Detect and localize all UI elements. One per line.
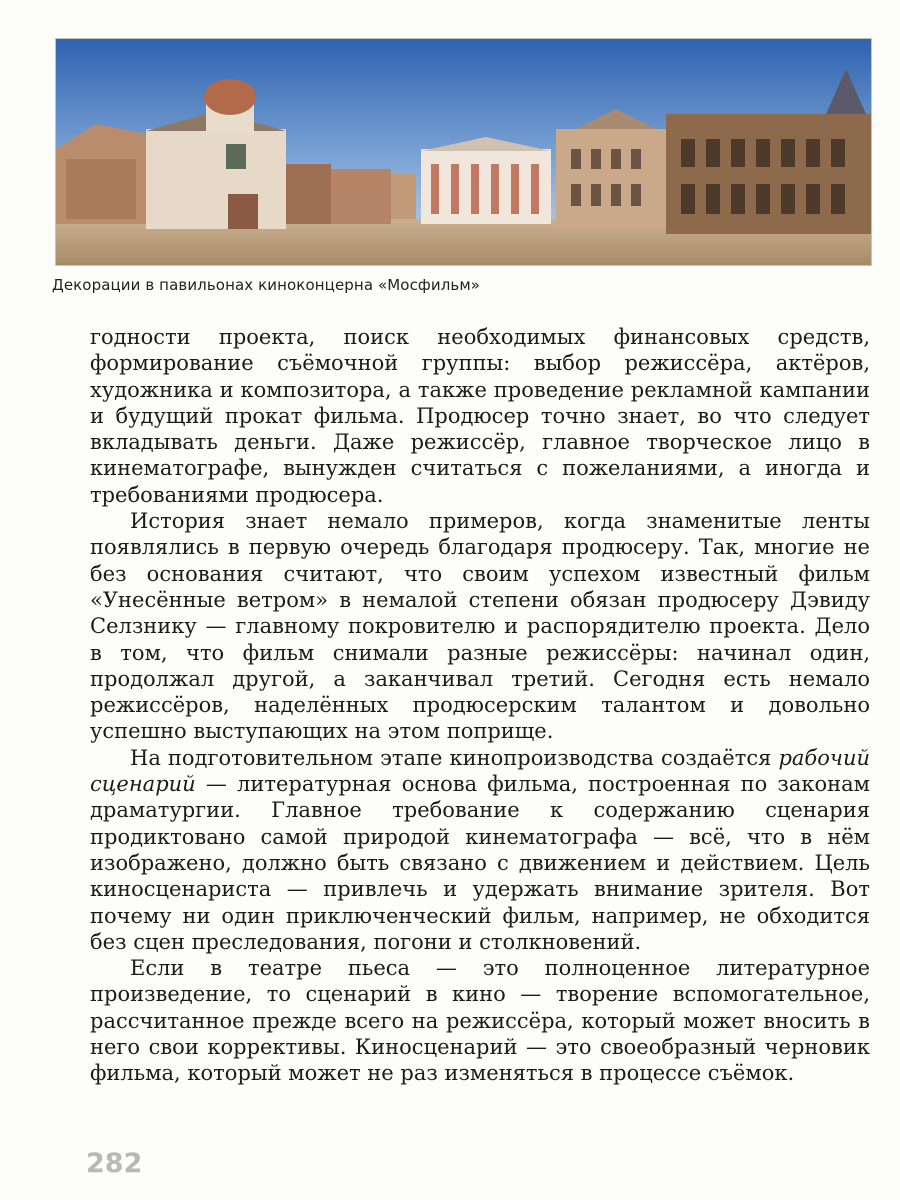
text-segment: На подготовительном этапе кинопроизводства создаётся bbox=[130, 745, 779, 770]
figure-caption: Декорации в павильонах киноконцерна «Мосфильм» bbox=[52, 276, 481, 294]
paragraph bbox=[90, 324, 870, 508]
film-set-photo bbox=[55, 38, 872, 266]
main-text bbox=[90, 324, 870, 1087]
italic-term: рабочий сценарий bbox=[90, 745, 870, 797]
paragraph bbox=[90, 955, 870, 1086]
page-number: 282 bbox=[86, 1148, 143, 1179]
paragraph bbox=[90, 508, 870, 745]
text-segment: История знает немало примеров, когда знаменитые ленты появлялись в первую очередь благодаря продюсеру. Так, многие не без основания считают, что своим успехом известный фильм «Унесённые ветром» в немалой степени обязан продюсеру Дэвиду Селзнику — главному покровителю и распорядителю проекта. Дело в том, что фильм снимали разные режиссёры: начинал один, продолжал другой, а заканчивал третий. Сегодня есть немало режиссёров, наделённых продюсерским талантом и довольно успешно выступающих на этом поприще. bbox=[90, 509, 870, 744]
paragraph bbox=[90, 745, 870, 955]
text-segment: годности проекта, поиск необходимых финансовых средств, формирование съёмочной группы: выбор режиссёра, актёров, художника и композитора, а также проведение рекламной кампании и будущий прокат фильма. Продюсер точно знает, во что следует вкладывать деньги. Даже режиссёр, главное творческое лицо в кинематографе, вынужден считаться с пожеланиями, а иногда и требованиями продюсера. bbox=[90, 325, 870, 507]
text-segment: Если в театре пьеса — это полноценное литературное произведение, то сценарий в кино — творение вспомогательное, рассчитанное прежде всего на режиссёра, который может вносить в него свои коррективы. Киносценарий — это своеобразный черновик фильма, который может не раз изменяться в процессе съёмок. bbox=[90, 956, 870, 1086]
text-segment: — литературная основа фильма, построенная по законам драматургии. Главное требование к содержанию сценария продиктовано самой природой кинематографа — всё, что в нём изображено, должно быть связано с движением и действием. Цель киносценариста — привлечь и удержать внимание зрителя. Вот почему ни один приключенческий фильм, например, не обходится без сцен преследования, погони и столкновений. bbox=[90, 772, 870, 954]
